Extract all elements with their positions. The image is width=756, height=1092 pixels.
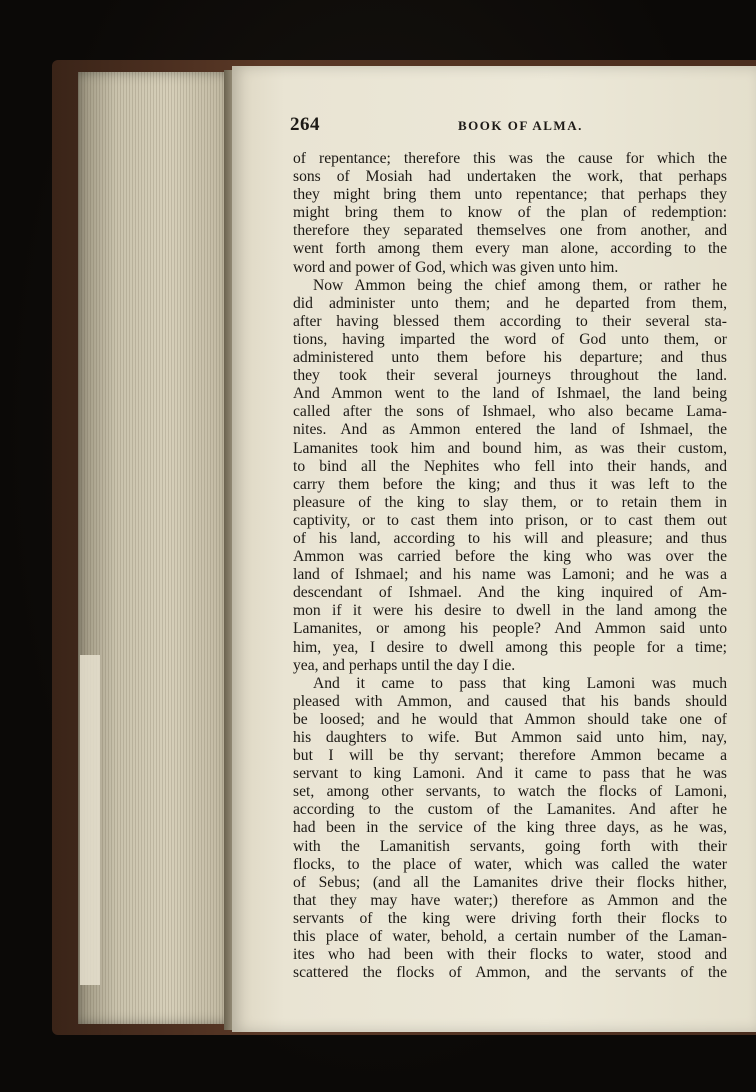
text-line: servant to king Lamoni. And it came to pass that he was <box>293 765 727 783</box>
text-line: be loosed; and he would that Ammon should take one of <box>293 710 727 728</box>
text-line: according to the custom of the Lamanites. And after he <box>293 801 727 819</box>
text-line: And it came to pass that king Lamoni was much <box>313 674 727 692</box>
text-line: mon if it were his desire to dwell in the land among the <box>293 602 727 620</box>
text-line: Lamanites took him and bound him, as was their custom, <box>293 439 727 457</box>
text-line: ites who had been with their flocks to water, stood and <box>293 946 727 964</box>
text-line: they took their several journeys throughout the land. <box>293 367 727 385</box>
text-line: of Sebus; (and all the Lamanites drive their flocks hither, <box>293 873 727 891</box>
text-line: flocks, to the place of water, which was called the water <box>293 855 727 873</box>
text-line: yea, and perhaps until the day I die. <box>293 656 516 674</box>
text-line: that they may have water;) therefore as Ammon and the <box>293 891 727 909</box>
text-line: land of Ishmael; and his name was Lamoni; and he was a <box>293 566 727 584</box>
text-line: his daughters to wife. But Ammon said unto him, nay, <box>293 729 727 746</box>
page-number: 264 <box>290 114 320 135</box>
body-text <box>293 150 727 982</box>
text-line: him, yea, I desire to dwell among this people for a time; <box>293 638 727 656</box>
text-line: pleasure of the king to slay them, or to retain them in <box>293 493 727 511</box>
text-line: administered unto them before his departure; and thus <box>293 349 727 367</box>
text-line: after having blessed them according to their several sta- <box>293 312 727 330</box>
text-line: did administer unto them; and he departed from them, <box>293 294 727 312</box>
text-line: pleased with Ammon, and caused that his bands should <box>293 692 727 710</box>
text-line: sons of Mosiah had undertaken the work, that perhaps <box>293 168 727 186</box>
text-line: but I will be thy servant; therefore Ammon became a <box>293 747 727 765</box>
text-line: nites. And as Ammon entered the land of Ishmael, the <box>293 421 727 439</box>
text-line: went forth among them every man alone, according to the <box>293 240 727 258</box>
running-head: BOOK OF ALMA. <box>458 118 583 133</box>
text-line: set, among other servants, to watch the flocks of Lamoni, <box>293 783 727 801</box>
text-line: had been in the service of the king three days, as he was, <box>293 819 727 837</box>
text-line: tions, having imparted the word of God unto them, or <box>293 330 727 348</box>
text-line: might bring them to know of the plan of redemption: <box>293 204 727 222</box>
text-line: Now Ammon being the chief among them, or rather he <box>313 276 727 294</box>
page-edges <box>78 72 230 1024</box>
page-header <box>290 114 730 138</box>
text-line: Ammon was carried before the king who was over the <box>293 548 727 566</box>
text-line: to bind all the Nephites who fell into their hands, and <box>293 457 727 475</box>
text-line: they might bring them unto repentance; that perhaps they <box>293 186 727 204</box>
text-line: word and power of God, which was given unto him. <box>293 258 619 276</box>
text-line: carry them before the king; and thus it was left to the <box>293 475 727 493</box>
text-line: with the Lamanitish servants, going forth with their <box>293 837 727 855</box>
text-line: captivity, or to cast them into prison, or to cast them out <box>293 511 727 529</box>
text-line: Lamanites, or among his people? And Ammon said unto <box>293 620 727 638</box>
text-line: this place of water, behold, a certain number of the Laman- <box>293 928 727 946</box>
text-line: of his land, according to his will and pleasure; and thus <box>293 529 727 547</box>
text-line: of repentance; therefore this was the cause for which the <box>293 150 727 167</box>
text-line: servants of the king were driving forth their flocks to <box>293 909 727 927</box>
page-edge-highlight <box>80 655 100 985</box>
text-line: descendant of Ishmael. And the king inquired of Am- <box>293 584 727 602</box>
text-line: therefore they separated themselves one from another, and <box>293 222 727 240</box>
text-line: scattered the flocks of Ammon, and the servants of the <box>293 964 727 982</box>
text-line: And Ammon went to the land of Ishmael, the land being <box>293 385 727 403</box>
text-line: called after the sons of Ishmael, who also became Lama- <box>293 403 727 421</box>
